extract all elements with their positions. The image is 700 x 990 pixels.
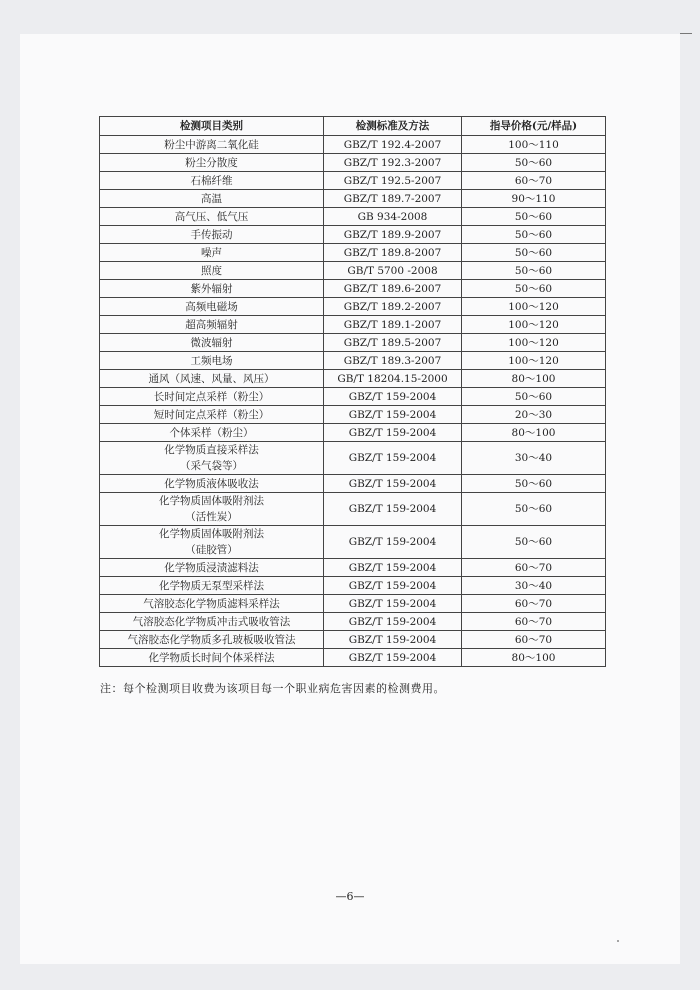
- cell-item: [100, 208, 324, 226]
- cell-item: [100, 424, 324, 442]
- item-text: 长时间定点采样（粉尘）: [153, 390, 270, 403]
- cell-item: [100, 352, 324, 370]
- item-text: 化学物质固体吸附剂法: [159, 528, 264, 540]
- cell-item: [100, 370, 324, 388]
- cell-price: 50～60: [462, 226, 606, 244]
- item-text: 气溶胶态化学物质滤料采样法: [143, 597, 280, 610]
- item-text: 高气压、低气压: [174, 210, 249, 223]
- cell-standard: GBZ/T 189.8-2007: [324, 244, 462, 262]
- item-text: 短时间定点采样（粉尘）: [153, 408, 270, 421]
- cell-price: 80～100: [462, 424, 606, 442]
- cell-item: [100, 406, 324, 424]
- cell-item: [100, 298, 324, 316]
- table-row: [100, 154, 606, 172]
- item-text: 化学物质直接采样法: [164, 444, 259, 456]
- item-text: 个体采样（粉尘）: [169, 426, 254, 439]
- item-text: 化学物质液体吸收法: [164, 477, 259, 490]
- table-row: [100, 334, 606, 352]
- item-text: 微波辐射: [190, 336, 233, 349]
- header-price: 指导价格(元/样品): [462, 117, 606, 136]
- cell-standard: GBZ/T 159-2004: [324, 406, 462, 424]
- table-body: [100, 136, 606, 667]
- cell-item: [100, 631, 324, 649]
- cell-price: 60～70: [462, 595, 606, 613]
- item-text: 手传振动: [190, 228, 233, 241]
- scan-speck: [617, 940, 619, 942]
- cell-item: [100, 316, 324, 334]
- table-row: [100, 595, 606, 613]
- cell-item: [100, 244, 324, 262]
- cell-standard: GBZ/T 159-2004: [324, 559, 462, 577]
- cell-price: 50～60: [462, 475, 606, 493]
- cell-price: 60～70: [462, 631, 606, 649]
- table-row: [100, 613, 606, 631]
- table-row: [100, 424, 606, 442]
- table-row: [100, 577, 606, 595]
- item-text: 超高频辐射: [185, 318, 238, 331]
- table-row: [100, 136, 606, 154]
- table-header-row: [100, 117, 606, 136]
- table-row: [100, 280, 606, 298]
- cell-price: 50～60: [462, 388, 606, 406]
- cell-price: 90～110: [462, 190, 606, 208]
- cell-item: [100, 136, 324, 154]
- table-row: [100, 298, 606, 316]
- item-text: 工频电场: [190, 354, 233, 367]
- cell-item: [100, 226, 324, 244]
- item-text: 石棉纤维: [190, 174, 233, 187]
- cell-item: [100, 388, 324, 406]
- cell-price: 80～100: [462, 649, 606, 667]
- page-number: —6—: [335, 890, 365, 903]
- cell-item: [100, 334, 324, 352]
- cell-standard: GBZ/T 189.5-2007: [324, 334, 462, 352]
- table-row: [100, 631, 606, 649]
- item-text: 化学物质固体吸附剂法: [159, 495, 264, 507]
- cell-standard: GB/T 18204.15-2000: [324, 370, 462, 388]
- cell-price: 50～60: [462, 493, 606, 526]
- cell-price: 100～120: [462, 352, 606, 370]
- item-text: 紫外辐射: [190, 282, 233, 295]
- table-row: [100, 559, 606, 577]
- table-row: [100, 316, 606, 334]
- table-row: [100, 388, 606, 406]
- item-text: 化学物质无泵型采样法: [159, 579, 264, 592]
- table-row: [100, 475, 606, 493]
- cell-price: 20～30: [462, 406, 606, 424]
- cell-standard: GBZ/T 159-2004: [324, 442, 462, 475]
- cell-standard: GBZ/T 159-2004: [324, 526, 462, 559]
- table-row: [100, 370, 606, 388]
- item-text: 照度: [201, 264, 222, 277]
- cell-item: [100, 577, 324, 595]
- cell-price: 30～40: [462, 577, 606, 595]
- cell-price: 60～70: [462, 559, 606, 577]
- table-row: [100, 172, 606, 190]
- cell-price: 30～40: [462, 442, 606, 475]
- cell-item: [100, 280, 324, 298]
- cell-item: [100, 262, 324, 280]
- header-standard: 检测标准及方法: [324, 117, 462, 136]
- table-row: [100, 649, 606, 667]
- cell-item: [100, 154, 324, 172]
- cell-price: 50～60: [462, 154, 606, 172]
- item-text: 气溶胶态化学物质冲击式吸收管法: [132, 615, 291, 628]
- cell-item: [100, 526, 324, 559]
- cell-standard: GBZ/T 189.7-2007: [324, 190, 462, 208]
- table-footnote: 注：每个检测项目收费为该项目每一个职业病危害因素的检测费用。: [100, 682, 445, 695]
- cell-standard: GBZ/T 192.5-2007: [324, 172, 462, 190]
- cell-price: 100～120: [462, 334, 606, 352]
- cell-standard: GBZ/T 159-2004: [324, 595, 462, 613]
- header-item: 检测项目类别: [100, 117, 324, 136]
- table-row: [100, 190, 606, 208]
- cell-standard: GBZ/T 159-2004: [324, 649, 462, 667]
- cell-standard: GBZ/T 189.9-2007: [324, 226, 462, 244]
- item-text: 化学物质长时间个体采样法: [148, 651, 275, 664]
- cell-standard: GBZ/T 159-2004: [324, 475, 462, 493]
- cell-standard: GBZ/T 189.6-2007: [324, 280, 462, 298]
- cell-standard: GBZ/T 159-2004: [324, 493, 462, 526]
- table-row: [100, 442, 606, 475]
- cell-price: 100～120: [462, 316, 606, 334]
- cell-price: 50～60: [462, 280, 606, 298]
- table-row: [100, 262, 606, 280]
- cell-price: 60～70: [462, 172, 606, 190]
- cell-standard: GBZ/T 192.3-2007: [324, 154, 462, 172]
- cell-item: [100, 613, 324, 631]
- cell-item: [100, 559, 324, 577]
- cell-standard: GBZ/T 159-2004: [324, 613, 462, 631]
- item-text: 化学物质浸渍滤料法: [164, 561, 259, 574]
- table-row: [100, 244, 606, 262]
- cell-item: [100, 442, 324, 475]
- cell-standard: GBZ/T 189.3-2007: [324, 352, 462, 370]
- cell-item: [100, 595, 324, 613]
- table-row: [100, 208, 606, 226]
- cell-standard: GBZ/T 189.2-2007: [324, 298, 462, 316]
- cell-standard: GB 934-2008: [324, 208, 462, 226]
- price-table: [99, 116, 606, 667]
- cell-standard: GBZ/T 159-2004: [324, 388, 462, 406]
- cell-standard: GBZ/T 159-2004: [324, 424, 462, 442]
- cell-item: [100, 475, 324, 493]
- cell-price: 60～70: [462, 613, 606, 631]
- cell-standard: GB/T 5700 -2008: [324, 262, 462, 280]
- table-row: [100, 226, 606, 244]
- item-text: 噪声: [201, 246, 222, 259]
- item-text: 高温: [201, 192, 222, 205]
- edge-mark: [680, 33, 692, 34]
- table-row: [100, 352, 606, 370]
- item-text: 粉尘分散度: [185, 156, 238, 169]
- cell-price: 80～100: [462, 370, 606, 388]
- cell-standard: GBZ/T 159-2004: [324, 631, 462, 649]
- item-text: （活性炭）: [185, 511, 238, 523]
- item-text: 通风（风速、风量、风压）: [148, 372, 275, 385]
- cell-price: 50～60: [462, 208, 606, 226]
- cell-item: [100, 649, 324, 667]
- cell-item: [100, 190, 324, 208]
- cell-item: [100, 493, 324, 526]
- item-text: 气溶胶态化学物质多孔玻板吸收管法: [127, 633, 296, 646]
- cell-standard: GBZ/T 192.4-2007: [324, 136, 462, 154]
- cell-price: 50～60: [462, 244, 606, 262]
- item-text: （采气袋等）: [180, 460, 243, 472]
- table-row: [100, 406, 606, 424]
- item-text: （硅胶管）: [185, 544, 238, 556]
- cell-price: 50～60: [462, 526, 606, 559]
- cell-standard: GBZ/T 159-2004: [324, 577, 462, 595]
- table-row: [100, 526, 606, 559]
- cell-standard: GBZ/T 189.1-2007: [324, 316, 462, 334]
- item-text: 粉尘中游离二氧化硅: [164, 138, 259, 151]
- cell-item: [100, 172, 324, 190]
- cell-price: 50～60: [462, 262, 606, 280]
- cell-price: 100～120: [462, 298, 606, 316]
- table-row: [100, 493, 606, 526]
- item-text: 高频电磁场: [185, 300, 238, 313]
- cell-price: 100～110: [462, 136, 606, 154]
